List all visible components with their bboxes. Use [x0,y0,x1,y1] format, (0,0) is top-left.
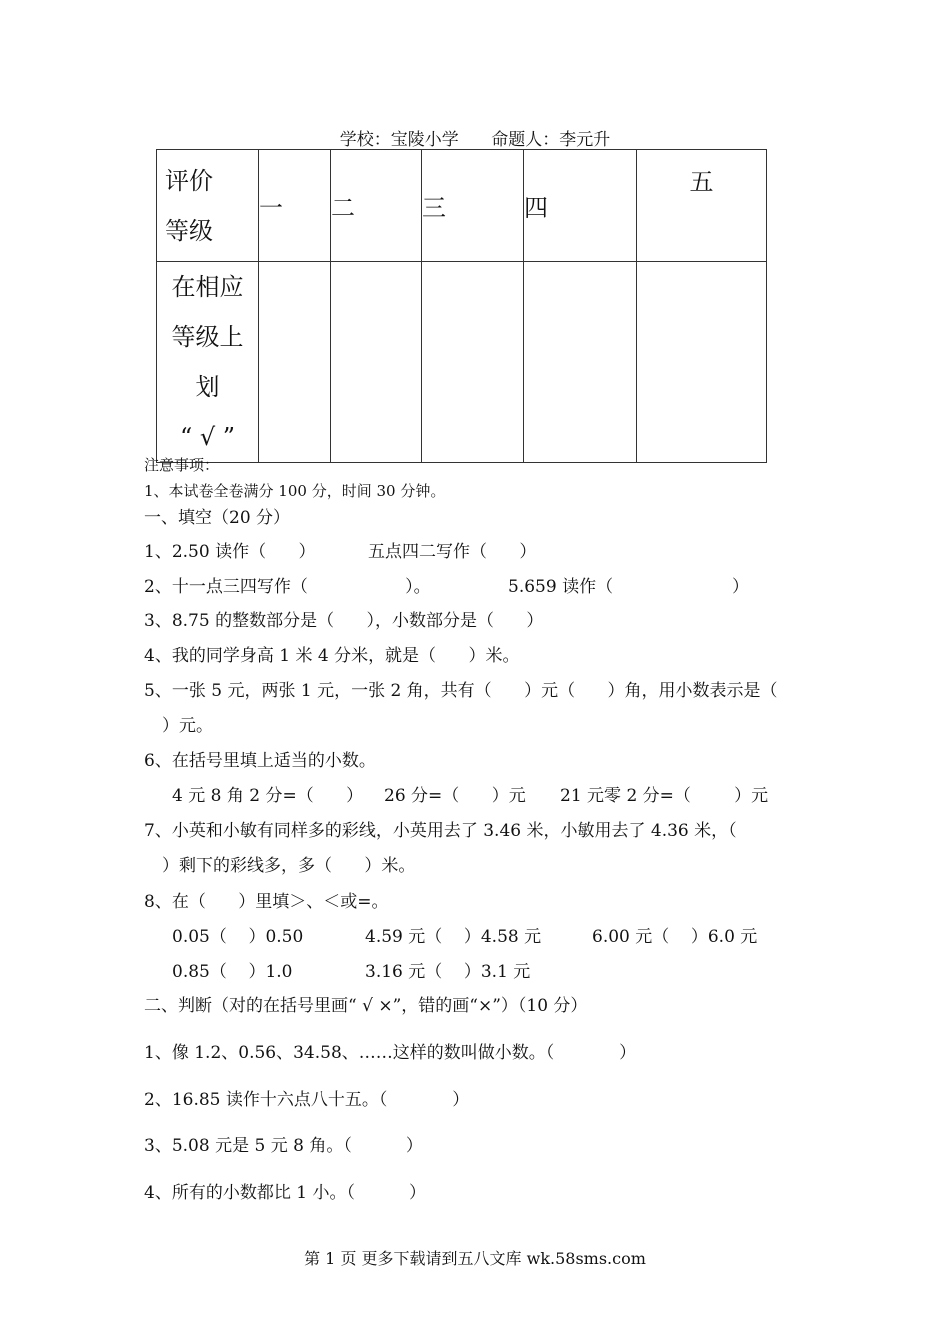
mark-label-line-1: 在相应 [171,273,244,301]
judge-1: 1、像 1.2、0.56、34.58、……这样的数叫做小数。（ ） [144,1043,637,1063]
question-8: 8、在（ ）里填＞、＜或=。 [144,892,389,912]
mark-cell-4[interactable] [524,262,637,463]
question-6: 6、在括号里填上适当的小数。 [144,751,376,771]
grade-column-2: 二 [331,150,422,262]
grade-label-cell [157,150,259,262]
header: 学校：宝陵小学 命题人：李元升 [339,130,611,150]
question-7b: ）剩下的彩线多，多（ ）米。 [162,856,416,876]
grade-label-line-1: 评价 [165,166,213,195]
question-6c: 21 元零 2 分=（ ）元 [560,786,769,806]
notes-item-1: 1、本试卷全卷满分 100 分，时间 30 分钟。 [144,482,446,500]
question-5b: ）元。 [162,716,213,736]
question-8b: 4.59 元（ ）4.58 元 [365,927,542,947]
mark-cell-1[interactable] [259,262,331,463]
question-8e: 3.16 元（ ）3.1 元 [365,962,531,982]
section-1-title: 一、填空（20 分） [144,508,291,528]
grade-column-1: 一 [259,150,331,262]
question-1a: 1、2.50 读作（ ） [144,542,316,562]
mark-cell-5[interactable] [637,262,767,463]
mark-label-line-2: 等级上 [171,323,244,351]
grade-column-5: 五 [637,150,767,262]
grade-row-1 [157,150,767,262]
question-4: 4、我的同学身高 1 米 4 分米，就是（ ）米。 [144,646,520,666]
question-8a: 0.05（ ）0.50 [172,927,304,947]
grade-row-2 [157,262,767,463]
question-2b: 5.659 读作（ ） [508,577,749,597]
mark-cell-3[interactable] [422,262,524,463]
grade-column-4: 四 [524,150,637,262]
judge-2: 2、16.85 读作十六点八十五。（ ） [144,1090,470,1110]
question-8d: 0.85（ ）1.0 [172,962,293,982]
question-3: 3、8.75 的整数部分是（ ），小数部分是（ ） [144,611,544,631]
mark-label-line-4: “ √ ” [179,423,236,451]
question-5a: 5、一张 5 元，两张 1 元，一张 2 角，共有（ ）元（ ）角，用小数表示是（ [144,681,778,701]
section-2-title: 二、判断（对的在括号里画“ √ ×”，错的画“×”）（10 分） [144,996,588,1016]
grade-label-line-2: 等级 [165,216,213,245]
question-2a: 2、十一点三四写作（ ）。 [144,577,431,597]
grade-table [156,149,767,463]
judge-3: 3、5.08 元是 5 元 8 角。（ ） [144,1136,423,1156]
notes-title: 注意事项： [144,456,220,474]
mark-cell-2[interactable] [331,262,422,463]
grade-column-3: 三 [422,150,524,262]
mark-label-line-3: 划 [195,373,220,401]
question-1b: 五点四二写作（ ） [368,542,537,562]
question-8c: 6.00 元（ ）6.0 元 [592,927,758,947]
question-7a: 7、小英和小敏有同样多的彩线，小英用去了 3.46 米，小敏用去了 4.36 米，（ [144,821,737,841]
mark-label-cell [157,262,259,463]
page-footer: 第 1 页 更多下载请到五八文库 wk.58sms.com [304,1249,646,1268]
judge-4: 4、所有的小数都比 1 小。（ ） [144,1183,426,1203]
question-6b: 26 分=（ ）元 [384,786,526,806]
question-6a: 4 元 8 角 2 分=（ ） [172,786,364,806]
